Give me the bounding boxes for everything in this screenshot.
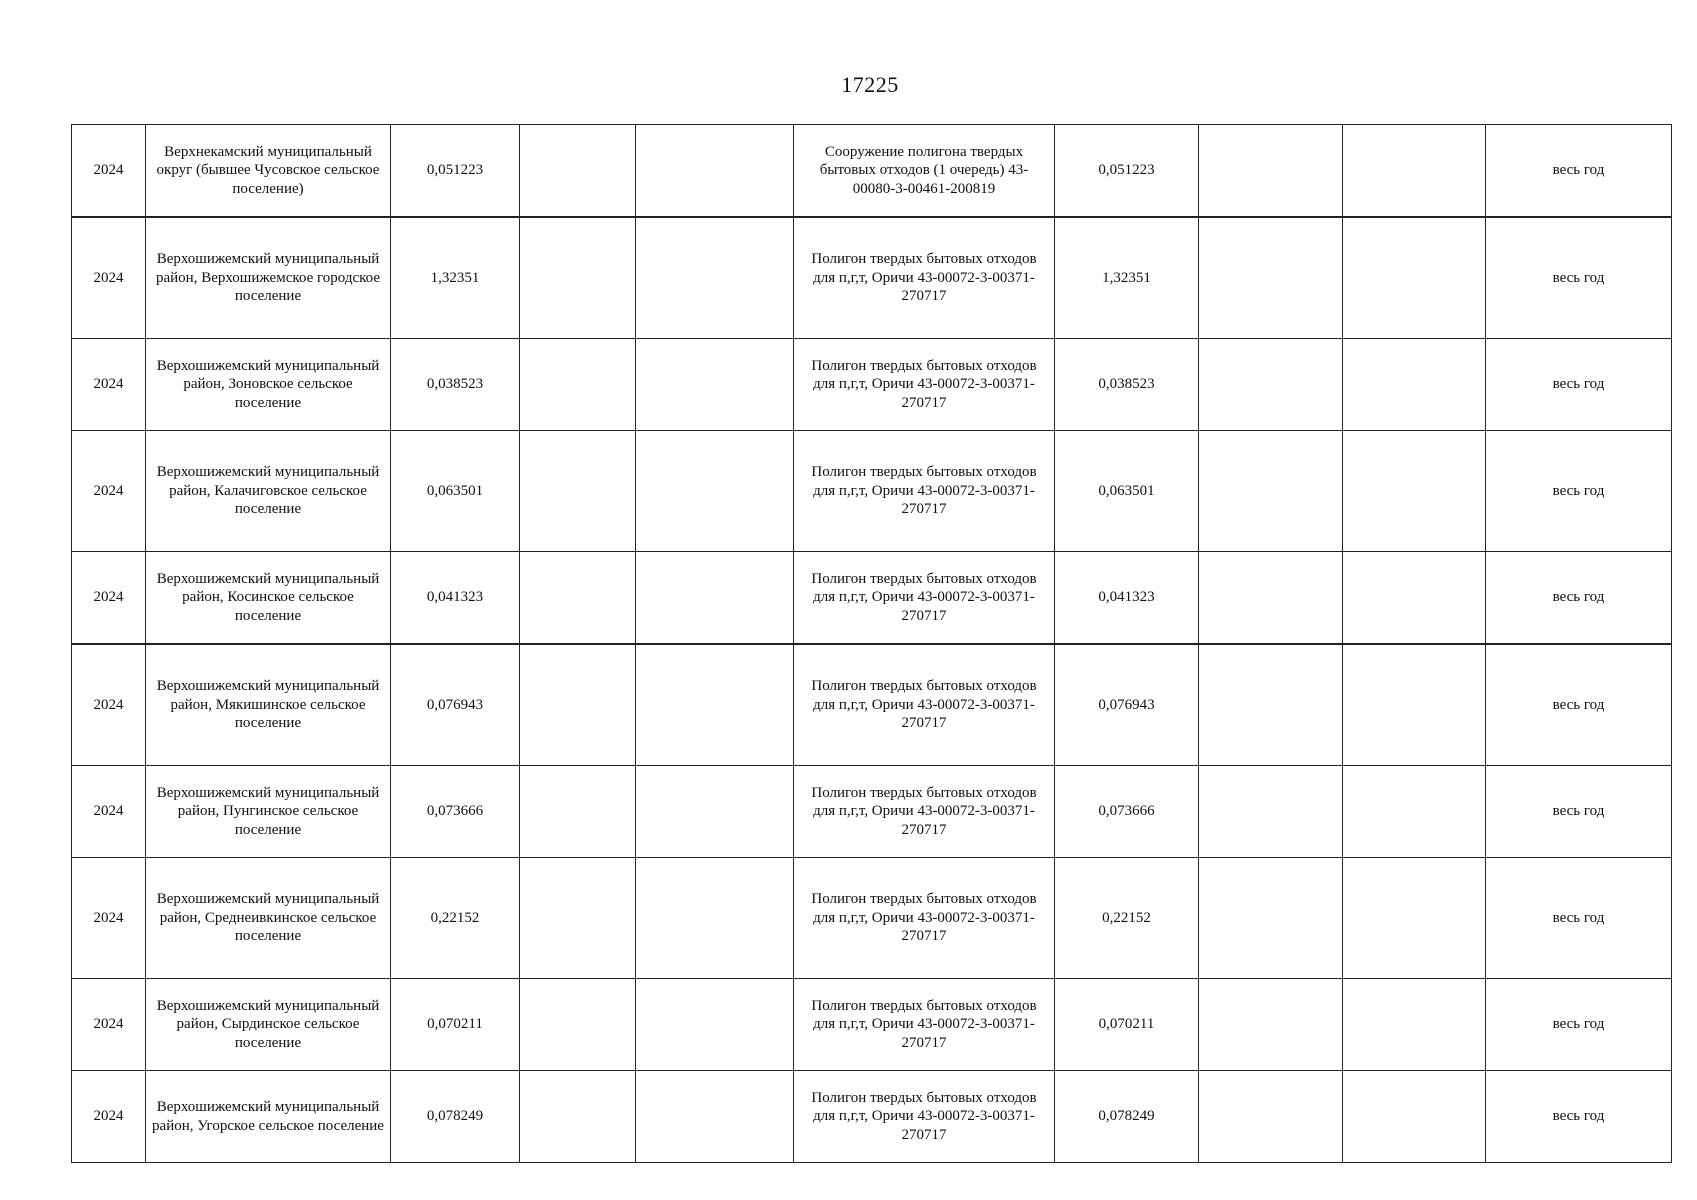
empty-cell xyxy=(636,552,794,645)
year-cell: 2024 xyxy=(72,339,146,431)
empty-cell xyxy=(1343,766,1486,858)
value-cell: 0,076943 xyxy=(391,644,520,766)
period-cell: весь год xyxy=(1486,644,1672,766)
period-cell: весь год xyxy=(1486,858,1672,979)
facility-value-cell: 0,063501 xyxy=(1055,431,1199,552)
period-cell: весь год xyxy=(1486,1071,1672,1163)
municipality-cell: Верхошижемский муниципальный район, Верхошижемское городское поселение xyxy=(146,217,391,339)
empty-cell xyxy=(1343,644,1486,766)
waste-disposal-table xyxy=(71,124,1672,1163)
facility-cell: Полигон твердых бытовых отходов для п,г,т, Оричи 43-00072-3-00371-270717 xyxy=(794,979,1055,1071)
table-row xyxy=(72,339,1672,431)
facility-value-cell: 0,038523 xyxy=(1055,339,1199,431)
table-row xyxy=(72,125,1672,218)
table-row xyxy=(72,217,1672,339)
facility-cell: Полигон твердых бытовых отходов для п,г,т, Оричи 43-00072-3-00371-270717 xyxy=(794,1071,1055,1163)
municipality-cell: Верхошижемский муниципальный район, Мякишинское сельское поселение xyxy=(146,644,391,766)
period-cell: весь год xyxy=(1486,431,1672,552)
facility-value-cell: 0,073666 xyxy=(1055,766,1199,858)
table-row xyxy=(72,979,1672,1071)
empty-cell xyxy=(520,125,636,218)
empty-cell xyxy=(1199,1071,1343,1163)
period-cell: весь год xyxy=(1486,339,1672,431)
facility-cell: Полигон твердых бытовых отходов для п,г,т, Оричи 43-00072-3-00371-270717 xyxy=(794,217,1055,339)
empty-cell xyxy=(636,858,794,979)
facility-cell: Полигон твердых бытовых отходов для п,г,т, Оричи 43-00072-3-00371-270717 xyxy=(794,644,1055,766)
value-cell: 0,078249 xyxy=(391,1071,520,1163)
empty-cell xyxy=(636,766,794,858)
facility-cell: Полигон твердых бытовых отходов для п,г,т, Оричи 43-00072-3-00371-270717 xyxy=(794,858,1055,979)
facility-value-cell: 0,070211 xyxy=(1055,979,1199,1071)
empty-cell xyxy=(1343,858,1486,979)
year-cell: 2024 xyxy=(72,217,146,339)
year-cell: 2024 xyxy=(72,552,146,645)
facility-value-cell: 0,041323 xyxy=(1055,552,1199,645)
empty-cell xyxy=(636,125,794,218)
empty-cell xyxy=(1199,125,1343,218)
empty-cell xyxy=(520,1071,636,1163)
empty-cell xyxy=(1343,1071,1486,1163)
empty-cell xyxy=(1343,979,1486,1071)
page-number: 17225 xyxy=(841,72,899,97)
year-cell: 2024 xyxy=(72,125,146,218)
municipality-cell: Верхошижемский муниципальный район, Сырдинское сельское поселение xyxy=(146,979,391,1071)
municipality-cell: Верхошижемский муниципальный район, Калачиговское сельское поселение xyxy=(146,431,391,552)
empty-cell xyxy=(1199,979,1343,1071)
year-cell: 2024 xyxy=(72,431,146,552)
empty-cell xyxy=(1343,431,1486,552)
period-cell: весь год xyxy=(1486,552,1672,645)
facility-cell: Полигон твердых бытовых отходов для п,г,т, Оричи 43-00072-3-00371-270717 xyxy=(794,552,1055,645)
empty-cell xyxy=(520,431,636,552)
table-row xyxy=(72,644,1672,766)
facility-value-cell: 0,22152 xyxy=(1055,858,1199,979)
empty-cell xyxy=(1199,431,1343,552)
empty-cell xyxy=(520,552,636,645)
empty-cell xyxy=(636,1071,794,1163)
municipality-cell: Верхошижемский муниципальный район, Косинское сельское поселение xyxy=(146,552,391,645)
value-cell: 0,041323 xyxy=(391,552,520,645)
year-cell: 2024 xyxy=(72,858,146,979)
value-cell: 0,051223 xyxy=(391,125,520,218)
table-row xyxy=(72,552,1672,645)
empty-cell xyxy=(1199,217,1343,339)
table-row xyxy=(72,1071,1672,1163)
facility-cell: Сооружение полигона твердых бытовых отходов (1 очередь) 43-00080-3-00461-200819 xyxy=(794,125,1055,218)
empty-cell xyxy=(636,339,794,431)
municipality-cell: Верхошижемский муниципальный район, Зоновское сельское поселение xyxy=(146,339,391,431)
value-cell: 0,073666 xyxy=(391,766,520,858)
value-cell: 0,22152 xyxy=(391,858,520,979)
value-cell: 0,063501 xyxy=(391,431,520,552)
empty-cell xyxy=(1199,766,1343,858)
municipality-cell: Верхошижемский муниципальный район, Среднеивкинское сельское поселение xyxy=(146,858,391,979)
empty-cell xyxy=(1199,339,1343,431)
municipality-cell: Верхошижемский муниципальный район, Угорское сельское поселение xyxy=(146,1071,391,1163)
period-cell: весь год xyxy=(1486,125,1672,218)
empty-cell xyxy=(1343,125,1486,218)
empty-cell xyxy=(636,431,794,552)
table-row xyxy=(72,858,1672,979)
year-cell: 2024 xyxy=(72,979,146,1071)
empty-cell xyxy=(636,644,794,766)
period-cell: весь год xyxy=(1486,979,1672,1071)
empty-cell xyxy=(520,217,636,339)
year-cell: 2024 xyxy=(72,766,146,858)
value-cell: 0,038523 xyxy=(391,339,520,431)
facility-value-cell: 1,32351 xyxy=(1055,217,1199,339)
empty-cell xyxy=(636,979,794,1071)
facility-cell: Полигон твердых бытовых отходов для п,г,т, Оричи 43-00072-3-00371-270717 xyxy=(794,339,1055,431)
empty-cell xyxy=(520,766,636,858)
facility-value-cell: 0,078249 xyxy=(1055,1071,1199,1163)
empty-cell xyxy=(520,858,636,979)
facility-value-cell: 0,076943 xyxy=(1055,644,1199,766)
facility-cell: Полигон твердых бытовых отходов для п,г,т, Оричи 43-00072-3-00371-270717 xyxy=(794,431,1055,552)
empty-cell xyxy=(1343,339,1486,431)
table-row xyxy=(72,766,1672,858)
year-cell: 2024 xyxy=(72,1071,146,1163)
municipality-cell: Верхошижемский муниципальный район, Пунгинское сельское поселение xyxy=(146,766,391,858)
facility-cell: Полигон твердых бытовых отходов для п,г,т, Оричи 43-00072-3-00371-270717 xyxy=(794,766,1055,858)
value-cell: 1,32351 xyxy=(391,217,520,339)
empty-cell xyxy=(1343,217,1486,339)
municipality-cell: Верхнекамский муниципальный округ (бывшее Чусовское сельское поселение) xyxy=(146,125,391,218)
empty-cell xyxy=(1343,552,1486,645)
empty-cell xyxy=(520,979,636,1071)
value-cell: 0,070211 xyxy=(391,979,520,1071)
facility-value-cell: 0,051223 xyxy=(1055,125,1199,218)
empty-cell xyxy=(1199,858,1343,979)
empty-cell xyxy=(636,217,794,339)
empty-cell xyxy=(520,339,636,431)
empty-cell xyxy=(520,644,636,766)
table-row xyxy=(72,431,1672,552)
period-cell: весь год xyxy=(1486,217,1672,339)
empty-cell xyxy=(1199,552,1343,645)
period-cell: весь год xyxy=(1486,766,1672,858)
empty-cell xyxy=(1199,644,1343,766)
year-cell: 2024 xyxy=(72,644,146,766)
